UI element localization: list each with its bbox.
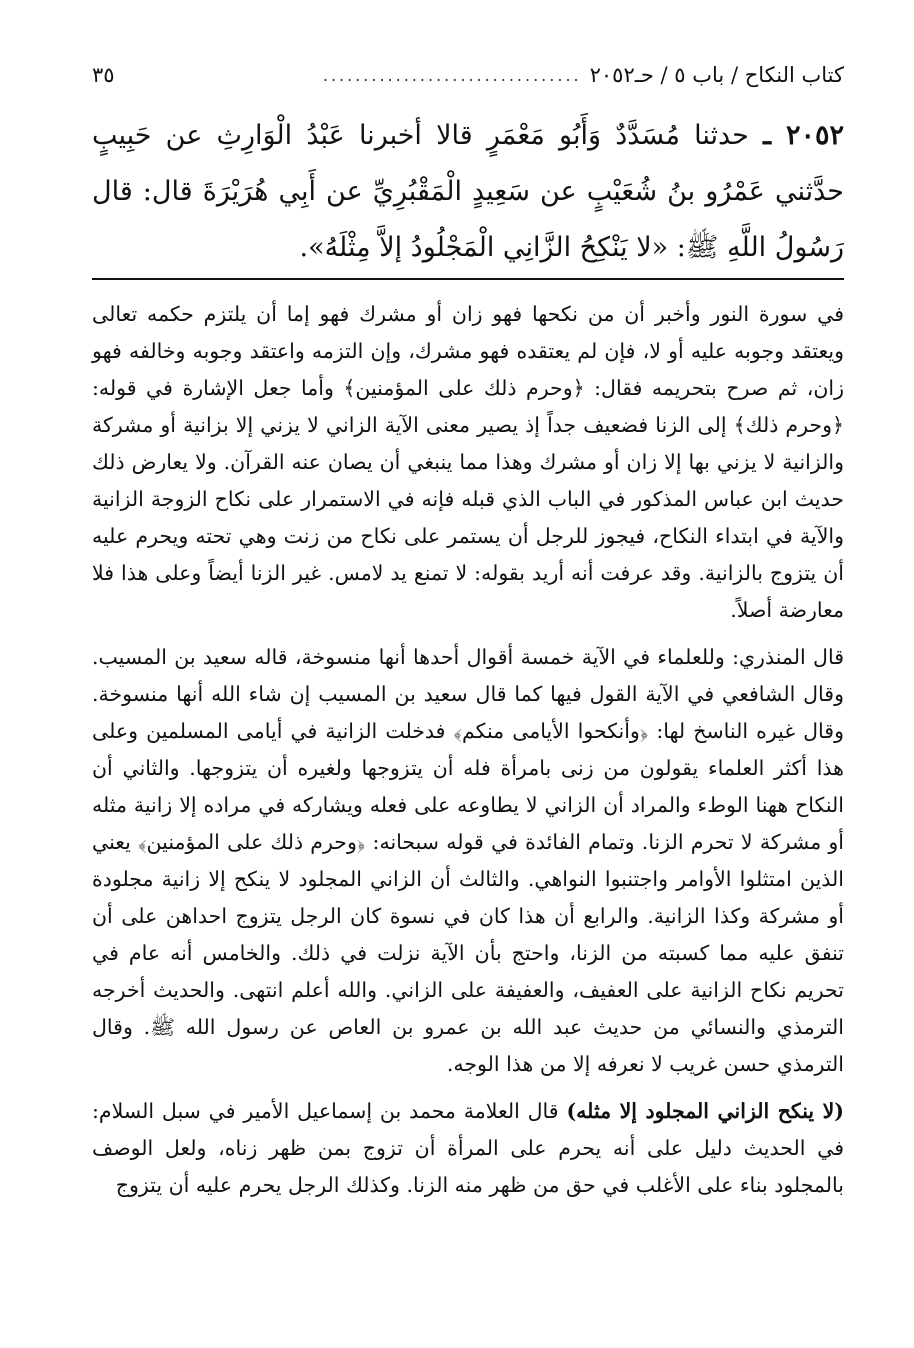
commentary [92, 296, 844, 1214]
page-number: ٣٥ [92, 63, 115, 87]
hadith-text [92, 108, 844, 276]
commentary-paragraph-text: قال العلامة محمد بن إسماعيل الأمير في سبل السلام: في الحديث دليل على أنه يحرم على المرأة أن تزوج بمن ظهر زناه، ولعل الوصف بالمجلود بناء على الأغلب في حق من ظهر منه الزنا. وكذلك الرجل يحرم عليه أن يتزوج [92, 1099, 844, 1197]
leader-dots: ................................ [322, 65, 582, 85]
running-title: كتاب النكاح / باب ٥ / حـ٢٠٥٢ [589, 63, 844, 87]
commentary-lead-quote: (لا ينكح الزاني المجلود إلا مثله) [566, 1099, 845, 1123]
footnote-divider [92, 278, 844, 280]
commentary-paragraph [92, 1093, 844, 1204]
hadith-number: ٢٠٥٢ ـ [763, 120, 844, 151]
commentary-paragraph: في سورة النور وأخبر أن من نكحها فهو زان أو مشرك فهو إما أن يلتزم حكمه تعالى ويعتقد وجوبه عليه أو لا، فإن لم يعتقده فهو مشرك، وإن التزمه واعتقد وجوبه وخالفه فهو زان، ثم صرح بتحريمه فقال: ﴿وحرم ذلك على المؤمنين﴾ وأما جعل الإشارة في قوله: ﴿وحرم ذلك﴾ إلى الزنا فضعيف جداً إذ يصير معنى الآية الزاني لا يزني إلا بزانية أو مشركة والزانية لا يزني بها إلا زان أو مشرك وهذا مما ينبغي أن يصان عنه القرآن. ولا يعارض ذلك حديث ابن عباس المذكور في الباب الذي قبله فإنه في الاستمرار على نكاح الزوجة الزانية والآية في ابتداء النكاح، فيجوز للرجل أن يستمر على نكاح من زنت وهي تحته ويحرم عليه أن يتزوج بالزانية. وقد عرفت أنه أريد بقوله: لا تمنع يد لامس. غير الزنا أيضاً وعلى هذا فلا معارضة أصلاً. [92, 302, 844, 622]
hadith-body: حدثنا مُسَدَّدٌ وَأَبُو مَعْمَرٍ قالا أخبرنا عَبْدُ الْوَارِثِ عن حَبِيبٍ حدَّثني عَمْرُو بنُ شُعَيْبٍ عن سَعِيدٍ الْمَقْبُرِيِّ عن أَبِي هُرَيْرَةَ قال: قال رَسُولُ اللَّهِ ﷺ: «لا يَنْكِحُ الزَّانِي الْمَجْلُودُ إلاَّ مِثْلَهُ». [92, 120, 845, 263]
commentary-paragraph: قال المنذري: وللعلماء في الآية خمسة أقوال أحدها أنها منسوخة، قاله سعيد بن المسيب. وقال الشافعي في الآية القول فيها كما قال سعيد بن المسيب إن شاء الله أنها منسوخة. وقال غيره الناسخ لها: ﴿وأنكحوا الأيامى منكم﴾ فدخلت الزانية في أيامى المسلمين وعلى هذا أكثر العلماء يقولون من زنى بامرأة فله أن يتزوجها ولغيره أن يتزوجها. والثاني أن النكاح ههنا الوطء والمراد أن الزاني لا يطاوعه على فعله ويشاركه في مراده إلا زانية مثله أو مشركة لا تحرم الزنا. وتمام الفائدة في قوله سبحانه: ﴿وحرم ذلك على المؤمنين﴾ يعني الذين امتثلوا الأوامر واجتنبوا النواهي. والثالث أن الزاني المجلود لا ينكح إلا زانية مجلودة أو مشركة وكذا الزانية. والرابع أن هذا كان في نسوة كان الرجل يتزوج احداهن على أن تنفق عليه مما كسبته من الزنا، واحتج بأن الآية نزلت في ذلك. والخامس أنه عام في تحريم نكاح الزانية على العفيف، والعفيفة على الزاني. والله أعلم انتهى. والحديث أخرجه الترمذي والنسائي من حديث عبد الله بن عمرو بن العاص عن رسول الله ﷺ. وقال الترمذي حسن غريب لا نعرفه إلا من هذا الوجه. [92, 645, 844, 1076]
page-header [92, 58, 844, 92]
